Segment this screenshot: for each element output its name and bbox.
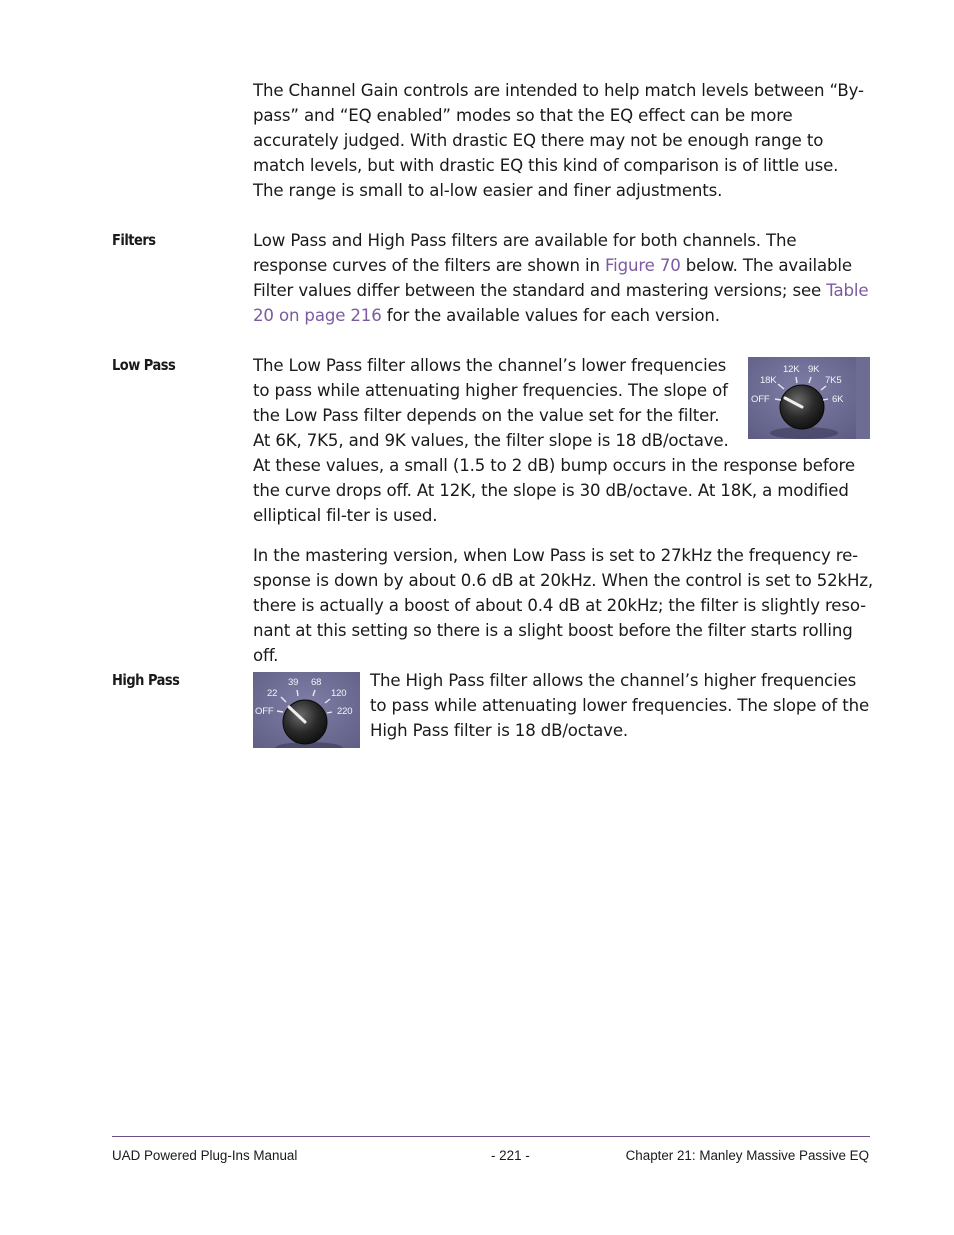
footer-rule: [112, 1136, 870, 1137]
high-pass-heading: High Pass: [112, 671, 180, 689]
lp-label-18k: 18K: [760, 375, 777, 386]
footer-chapter-title: Chapter 21: Manley Massive Passive EQ: [625, 1148, 869, 1163]
low-pass-knob-image: [748, 357, 870, 439]
high-pass-paragraph: The High Pass filter allows the channel’s higher frequencies to pass while attenuating lower frequencies. The slope of the High Pass filter is 18 dB/octave.: [370, 671, 870, 740]
lp-label-6k: 6K: [832, 394, 844, 405]
hp-label-120: 120: [331, 688, 347, 699]
hp-label-39: 39: [288, 677, 299, 688]
footer-manual-title: UAD Powered Plug-Ins Manual: [112, 1148, 298, 1163]
high-pass-block: [253, 668, 873, 748]
filters-paragraph: [253, 228, 873, 328]
hp-label-68: 68: [311, 677, 322, 688]
channel-gain-paragraph: The Channel Gain controls are intended to help match levels between “By-pass” and “EQ enabled” modes so that the EQ effect can be more accurately judged. With drastic EQ there may not be enough range to match levels, but with drastic EQ this kind of comparison is of little use. The range is small to al-low easier and finer adjustments.: [253, 81, 864, 200]
filters-text-2: below. The available Filter values differ between the standard and mastering versions; see: [253, 256, 852, 300]
low-pass-knob-icon: [748, 357, 856, 439]
low-pass-paragraph-1: The Low Pass filter allows the channel’s lower frequencies to pass while attenuating higher frequencies. The slope of the Low Pass filter depends on the value set for the filter. At 6K, 7K5, and 9K values, the filter slope is 18 dB/octave. At these values, a small (1.5 to 2 dB) bump occurs in the response before the curve drops off. At 12K, the slope is 30 dB/octave. At 18K, a modified elliptical fil-ter is used.: [253, 356, 855, 525]
high-pass-knob-image: [253, 672, 360, 748]
filters-text-1: Low Pass and High Pass filters are available for both channels. The response curves of the filters are shown in: [253, 231, 797, 275]
hp-label-220: 220: [337, 706, 353, 717]
lp-label-off: OFF: [751, 394, 770, 405]
low-pass-block: [253, 353, 873, 528]
hp-label-22: 22: [267, 688, 278, 699]
filters-heading: Filters: [112, 231, 156, 249]
table-20-link[interactable]: Table 20 on page 216: [253, 281, 869, 325]
lp-label-12k: 12K: [783, 364, 800, 375]
lp-label-9k: 9K: [808, 364, 820, 375]
low-pass-heading: Low Pass: [112, 356, 176, 374]
low-pass-paragraph-2: In the mastering version, when Low Pass is set to 27kHz the frequency re-sponse is down by about 0.6 dB at 20kHz. When the control is set to 52kHz, there is actually a boost of about 0.4 dB at 20kHz; the filter is slightly reso-nant at this setting so there is a slight boost before the filter starts rolling off.: [253, 546, 874, 665]
figure-70-link[interactable]: Figure 70: [604, 256, 681, 275]
filters-text-3: for the available values for each version.: [381, 306, 720, 325]
lp-label-7k5: 7K5: [825, 375, 842, 386]
hp-label-off: OFF: [255, 706, 274, 717]
high-pass-knob-icon: [253, 672, 360, 748]
footer-page-number: - 221 -: [491, 1148, 530, 1163]
